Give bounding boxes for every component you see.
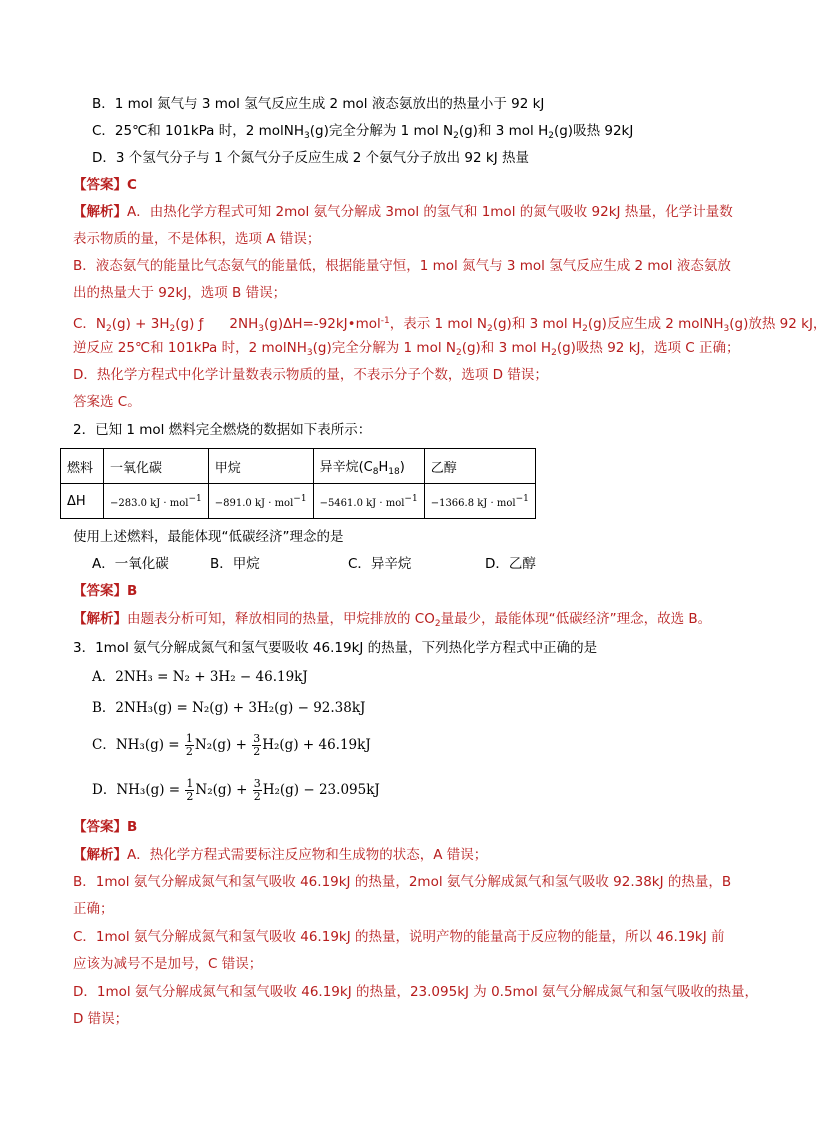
q2-option-d: D．乙醇 xyxy=(485,556,536,572)
q1-analysis-a2: 表示物质的量，不是体积，选项 A 错误； xyxy=(73,231,321,247)
table-row xyxy=(61,484,536,519)
q3-analysis-b2: 正确； xyxy=(73,901,114,917)
table-header-cell: 一氧化碳 xyxy=(104,449,209,484)
q1-analysis-b2: 出的热量大于 92kJ，选项 B 错误； xyxy=(73,285,287,301)
q1-option-d: D．3 个氢气分子与 1 个氮气分子反应生成 2 个氨气分子放出 92 kJ 热量 xyxy=(92,150,529,166)
q2-option-a: A．一氧化碳 xyxy=(92,556,169,572)
q3-analysis-d1: D．1mol 氨气分解成氮气和氢气吸收 46.19kJ 的热量，23.095kJ 为 0.5mol 氨气分解成氮气和氢气吸收的热量， xyxy=(73,984,759,1000)
q3-analysis-a: 【解析】A．热化学方程式需要标注反应物和生成物的状态，A 错误； xyxy=(73,847,488,863)
q1-analysis-a1: 【解析】A．由热化学方程式可知 2mol 氨气分解成 3mol 的氢气和 1mol 的氮气吸收 92kJ 热量，化学计量数 xyxy=(73,204,733,220)
table-header-row xyxy=(61,449,536,484)
table-header-cell: 乙醇 xyxy=(424,449,535,484)
q2-option-c: C．异辛烷 xyxy=(348,556,412,572)
table-header-cell: 燃料 xyxy=(61,449,104,484)
table-cell: −5461.0 kJ · mol$^{-1}$ xyxy=(313,484,424,519)
q3-stem: 3．1mol 氨气分解成氮气和氢气要吸收 46.19kJ 的热量，下列热化学方程式中正确的是 xyxy=(73,640,598,656)
q3-analysis-b1: B．1mol 氨气分解成氮气和氢气吸收 46.19kJ 的热量，2mol 氨气分解成氮气和氢气吸收 92.38kJ 的热量，B xyxy=(73,874,732,890)
q3-option-b: B．2NH₃(g) = N₂(g) + 3H₂(g) − 92.38kJ xyxy=(92,700,366,716)
q3-analysis-c1: C．1mol 氨气分解成氮气和氢气吸收 46.19kJ 的热量，说明产物的能量高于反应物的能量，所以 46.19kJ 前 xyxy=(73,929,725,945)
q3-option-c: C．NH₃(g) = $\frac{1}{2}$ N₂(g) + $\frac{3}{2}$ H₂(g) + 46.19kJ xyxy=(92,732,371,758)
table-header-cell: 异辛烷$(C_8H_{18})$ xyxy=(313,449,424,484)
q1-final-answer: 答案选 C。 xyxy=(73,394,141,410)
table-row-label: ΔH xyxy=(61,484,104,519)
table-cell: −283.0 kJ · mol$^{-1}$ xyxy=(104,484,209,519)
q2-option-b: B．甲烷 xyxy=(210,556,260,572)
q2-question: 使用上述燃料，最能体现“低碳经济”理念的是 xyxy=(73,529,344,545)
q3-answer: 【答案】B xyxy=(73,819,138,835)
q1-analysis-c1: C．$N_2(g) + 3H_2(g)$ ƒ $2NH_3(g)\Delta H=-92kJ•mol^{-1}$，表示 1 mol $N_2(g)$和 3 mol $H_2(g)$反应生成 2 molNH$_3$(g)放热 92 kJ， xyxy=(73,316,826,334)
fuel-data-table xyxy=(60,448,536,519)
q2-stem: 2．已知 1 mol 燃料完全燃烧的数据如下表所示： xyxy=(73,422,372,438)
q2-analysis: 【解析】由题表分析可知，释放相同的热量，甲烷排放的 $CO_2$量最少，最能体现“低碳经济”理念，故选 B。 xyxy=(73,611,712,629)
q1-analysis-c2: 逆反应 25℃和 101kPa 时，2 molNH$_3$(g)完全分解为 1 mol $N_2(g)$和 3 mol $H_2(g)$吸热 92 kJ，选项 C 正确； xyxy=(73,340,740,358)
q3-option-d: D．NH₃(g) = $\frac{1}{2}$ N₂(g) + $\frac{3}{2}$ H₂(g) − 23.095kJ xyxy=(92,777,380,803)
q3-analysis-c2: 应该为减号不是加号，C 错误； xyxy=(73,956,263,972)
table-header-cell: 甲烷 xyxy=(208,449,313,484)
q1-option-c: C．25℃和 101kPa 时，2 molNH$_3$(g)完全分解为 1 mol $N_2(g)$和 3 mol $H_2(g)$吸热 92kJ xyxy=(92,123,634,141)
q2-answer: 【答案】B xyxy=(73,583,138,599)
q1-option-b: B．1 mol 氮气与 3 mol 氢气反应生成 2 mol 液态氨放出的热量小于 92 kJ xyxy=(92,96,545,112)
q3-option-a: A．2NH₃ = N₂ + 3H₂ − 46.19kJ xyxy=(92,669,308,685)
q1-analysis-d: D．热化学方程式中化学计量数表示物质的量，不表示分子个数，选项 D 错误； xyxy=(73,367,548,383)
q1-analysis-b1: B．液态氨气的能量比气态氨气的能量低，根据能量守恒，1 mol 氮气与 3 mol 氢气反应生成 2 mol 液态氨放 xyxy=(73,258,731,274)
table-cell: −1366.8 kJ · mol$^{-1}$ xyxy=(424,484,535,519)
q3-analysis-d2: D 错误； xyxy=(73,1011,129,1027)
table-cell: −891.0 kJ · mol$^{-1}$ xyxy=(208,484,313,519)
q1-answer: 【答案】C xyxy=(73,177,137,193)
